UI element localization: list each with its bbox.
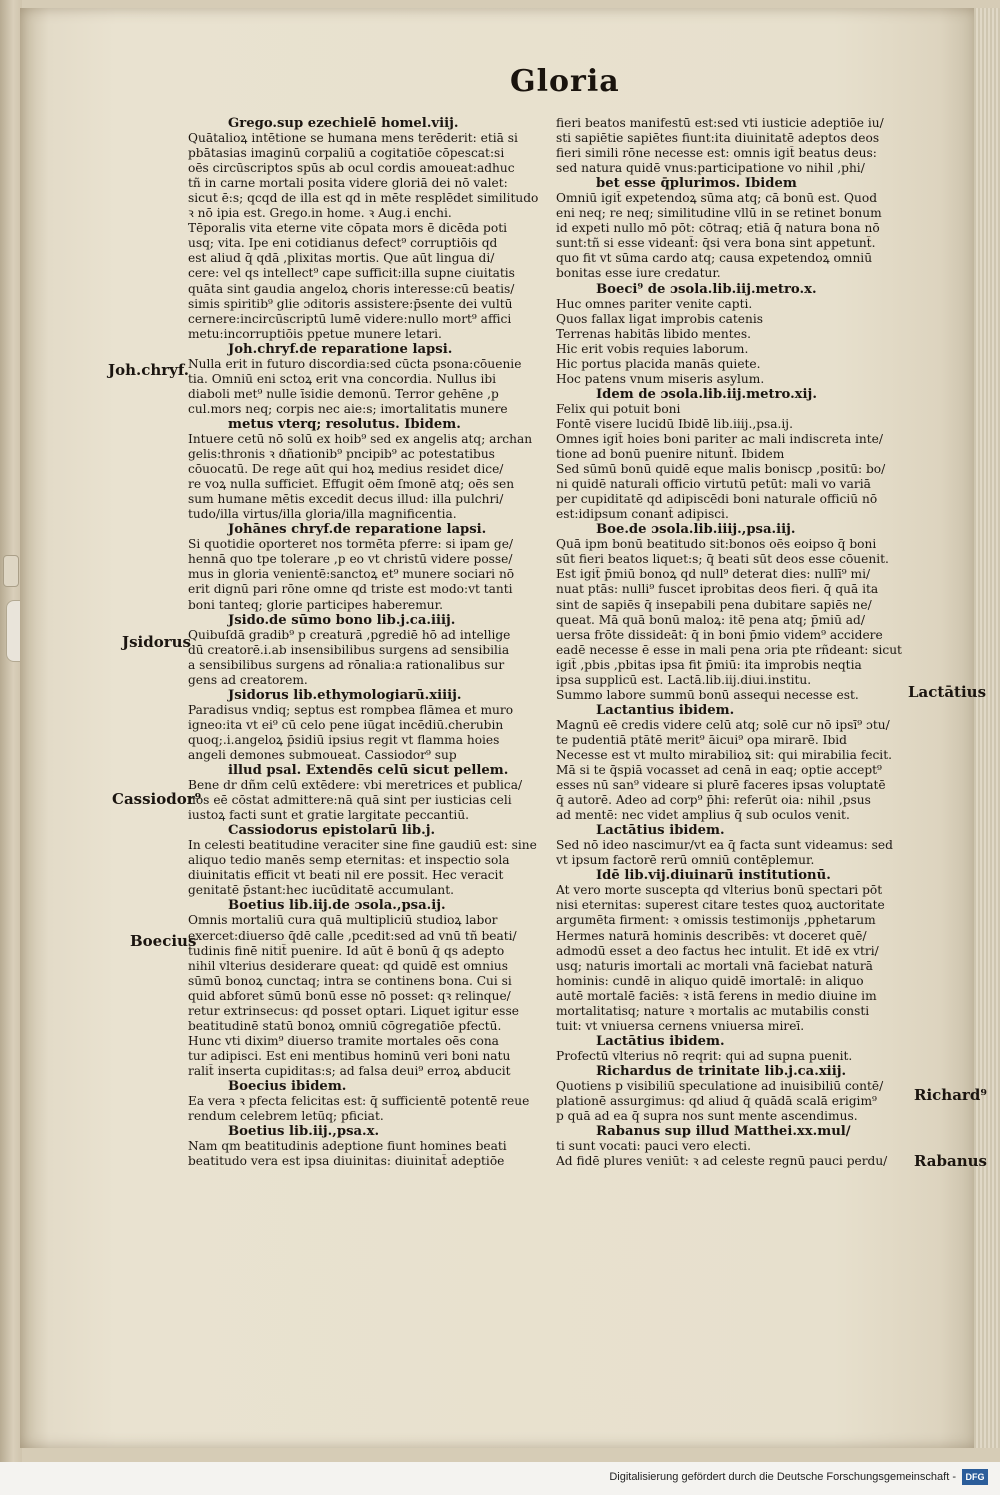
rubric-heading: illud psal. Extendēs celū sicut pellem. <box>228 763 509 779</box>
text-line: igneo:ita vt ei⁹ cū celo pene iūgat incēdiū.cherubin <box>188 717 504 732</box>
rubric-heading: Jsido.de sūmo bono lib.j.ca.iiij. <box>228 612 456 628</box>
rubric-heading: Grego.sup ezechielē homel.viij. <box>228 116 459 131</box>
text-line: sti sapiētie sapiētes fiunt:ita diuinitatē adeptos deos <box>556 131 880 146</box>
text-line: re voꝝ nulla sufficiet. Effugit oēm ſmonē atq; oēs sen <box>188 477 515 492</box>
footer-bar <box>0 1462 1000 1495</box>
rubric-heading: Joh.chryf.de reparatione lapsi. <box>228 341 453 357</box>
text-line: rendum celebrem letūq; pficiat. <box>188 1109 384 1124</box>
text-line: Nulla erit in futuro discordia:sed cūcta psona:cōuenie <box>188 356 522 371</box>
margin-note-lactatius: Lactātius <box>908 683 987 701</box>
text-line: esses nū san⁹ videare si plurē faceres ipsas voluptatē <box>556 778 886 793</box>
rubric-heading: Idē lib.vij.diuinarū institutionū. <box>596 868 831 884</box>
text-line: cere: vel qs intellect⁹ cape sufficit:illa supne ciuitatis <box>188 266 515 281</box>
rubric-heading: Boetius lib.iij.de ɔsola.,psa.ij. <box>228 898 446 914</box>
text-line: Terrenas habitās libido mentes. <box>556 326 751 341</box>
right-text-column <box>556 116 908 1169</box>
text-line: quoq;.i.angeloꝝ p̄sidiū ipsius regit vt flamma hoies <box>188 732 500 747</box>
text-line: diaboli met⁹ nulle īsidie demonū. Terror gehēne ,p <box>188 386 499 401</box>
text-line: pbātasias imaginū corpaliū a cogitatiōe cōpescat:si <box>188 146 505 161</box>
text-line: simis spiritib⁹ glie ɔditoris assistere:p̄sente dei vultū <box>188 296 513 311</box>
margin-note-rabanus: Rabanus <box>914 1152 987 1170</box>
text-line: beatitudo vera est ipsa diuinitas: diuinitat̄ adeptiōe <box>188 1154 505 1169</box>
text-line: Huc omnes pariter venite capti. <box>556 296 753 311</box>
text-line: nos eē cōstat admittere:nā quā sint per iusticias celi <box>188 793 512 808</box>
margin-note-cassiodor: Cassiodor⁹ <box>112 790 202 808</box>
text-line: quo fit vt sūma cardo atq; causa expetendoꝝ omniū <box>556 251 873 266</box>
text-line: Profectū vlterius nō reqrit: qui ad supna puenit. <box>556 1048 853 1063</box>
text-line: p quā ad ea q̄ supra nos sunt mente ascendimus. <box>556 1109 858 1124</box>
text-line: eni neq; re neq; similitudine vllū in se retinet bonum <box>556 206 882 221</box>
rubric-heading: bet esse q̄plurimos. Ibidem <box>596 176 797 192</box>
text-line: oēs circūscriptos spūs ab ocul cordis amoueat:adhuc <box>188 161 515 176</box>
text-line: est:idipsum conant̄ adipisci. <box>556 507 729 522</box>
text-line: sint de sapiēs q̄ insepabili pena dubitare sapiēs ne/ <box>556 597 872 612</box>
text-line: gens ad creatorem. <box>188 672 308 687</box>
text-line: diuinitatis efficit vt beati nil ere possit. Hec veracit <box>188 868 504 883</box>
text-line: Si quotidie oporteret nos tormēta pferre: si ipam ge/ <box>188 537 514 552</box>
text-line: tione ad bonū puenire nitunt̄. Ibidem <box>556 447 785 462</box>
rubric-heading: Cassiodorus epistolarū lib.j. <box>228 823 436 839</box>
rubric-heading: Boe.de ɔsola.lib.iiij.,psa.iij. <box>596 522 796 538</box>
text-line: iustoꝝ facti sunt et gratie largitate peccantiū. <box>188 808 470 823</box>
rubric-heading: Jsidorus lib.ethymologiarū.xiiij. <box>228 687 462 703</box>
text-line: Omniū igit̄ expetendoꝝ sūma atq; cā bonū est. Quod <box>556 191 878 206</box>
rubric-heading: Rabanus sup illud Matthei.xx.mul/ <box>596 1124 851 1140</box>
text-line: cernere:incircūscriptū lumē videre:nullo mort⁹ affici <box>188 311 512 326</box>
rubric-heading: Johānes chryf.de reparatione lapsi. <box>228 522 487 538</box>
text-line: uersa frōte dissideāt: q̄ in boni p̄mio videm⁹ accidere <box>556 627 883 642</box>
text-line: Felix qui potuit boni <box>556 401 681 416</box>
text-line: vt ipsum factorē rerū omniū contēplemur. <box>556 853 815 868</box>
book-binding <box>0 0 22 1462</box>
dfg-logo: DFG <box>962 1469 988 1485</box>
text-line: Sed nō ideo nascimur/vt ea q̄ facta sunt videamus: sed <box>556 838 893 853</box>
text-line: ralit̄ inserta cupiditas:s; ad falsa deui⁹ erroꝝ abducit <box>188 1063 511 1078</box>
text-line: ipsa supplicū est. Lactā.lib.iij.diui.institu. <box>556 672 812 687</box>
text-line: quid abforet sūmū bonū esse nō posset: qꝛ relinque/ <box>188 988 511 1003</box>
text-line: Summo labore summū bonū assequi necesse est. <box>556 687 859 702</box>
text-line: Mā si te q̄spiā vocasset ad cenā in eaq; optie accept⁹ <box>556 763 882 778</box>
text-line: erit dignū pari rōne omne qd triste est modo:vt tanti <box>188 582 513 597</box>
text-line: hominis: cundē in aliquo quidē imortalē: in aliquo <box>556 973 864 988</box>
text-line: admodū esset a deo factus hec intulit. Et idē ex vtri/ <box>556 943 879 958</box>
text-line: Quos fallax ligat improbis catenis <box>556 311 763 326</box>
margin-note-boecius: Boecius <box>130 932 197 950</box>
text-line: cōuocatū. De rege aūt qui hoꝝ medius residet dice/ <box>188 462 504 477</box>
text-line: Paradisus vndiq; septus est rompbea flāmea et muro <box>188 702 514 717</box>
text-line: nihil vlterius desiderare queat: qd quidē est omnius <box>188 958 508 973</box>
text-line: Ad fidē plures veniūt: ꝛ ad celeste regnū pauci perdu/ <box>556 1154 888 1169</box>
text-line: est aliud q̄ qdā ,plixitas mortis. Que aūt lingua di/ <box>188 251 495 266</box>
funding-notice: Digitalisierung gefördert durch die Deutsche Forschungsgemeinschaft - <box>609 1471 956 1483</box>
text-line: angeli demones submoueat. Cassiodor⁹ sup <box>188 747 457 762</box>
text-line: Bene dr dñm celū extēdere: vbi meretrices et publica/ <box>188 778 523 793</box>
text-line: plationē assurgimus: qd aliud q̄ quādā scalā erigim⁹ <box>556 1094 877 1109</box>
text-line: ad mentē: nec videt amplius q̄ sub oculos venit. <box>556 808 850 823</box>
text-line: bonitas esse iure credatur. <box>556 266 721 281</box>
text-line: Quā ipm bonū beatitudo sit:bonos oēs eoipso q̄ boni <box>556 537 877 552</box>
text-line: Hermes naturā hominis describēs: vt doceret quē/ <box>556 928 867 943</box>
text-line: genitatē p̄stant:hec iucūditatē accumulant. <box>188 883 454 898</box>
margin-note-isidorus: Jsidorus <box>122 633 191 651</box>
page-tab-marker <box>3 555 19 587</box>
text-line: tñ in carne mortali posita videre gloriā dei nō valet: <box>188 176 508 191</box>
text-line: tudo/illa virtus/illa gloria/illa magnificentia. <box>188 507 457 522</box>
text-line: mus in gloria venientē:sanctoꝝ et⁹ munere sociari nō <box>188 567 515 582</box>
text-line: mortalitatisq; nature ꝛ mortalis ac mutabilis consti <box>556 1003 870 1018</box>
text-line: id expeti nullo mō pōt: cōtraq; etiā q̄ natura bona nō <box>556 221 880 236</box>
text-line: ni quidē naturali officio virtutū petūt: mali vo variā <box>556 477 871 492</box>
text-line: metu:incorruptiōis ppetue munere letari. <box>188 326 442 341</box>
text-line: In celesti beatitudine veraciter sine fine gaudiū est: sine <box>188 838 537 853</box>
rubric-heading: Richardus de trinitate lib.j.ca.xiij. <box>596 1063 847 1079</box>
text-line: Quibuſdā gradib⁹ p creaturā ,pgrediē hō ad intellige <box>188 627 511 642</box>
margin-note-richard: Richard⁹ <box>914 1086 987 1104</box>
text-line: Intuere cetū nō solū ex hoib⁹ sed ex angelis atq; archan <box>188 431 533 446</box>
text-line: autē mortalē faciēs: ꝛ istā ferens in medio diuine im <box>556 988 877 1003</box>
text-line: igit̄ ,pbis ,pbitas ipsa fit p̄miū: ita improbis neqtia <box>556 657 862 672</box>
text-line: Fontē visere lucidū Ibidē lib.iiij.,psa.ij. <box>556 416 793 431</box>
rubric-heading: Boecius ibidem. <box>228 1079 347 1094</box>
text-line: Magnū eē credis videre celū atq; solē cur nō ipsī⁹ ɔtu/ <box>556 717 890 732</box>
rubric-heading: Boetius lib.iij.,psa.x. <box>228 1124 380 1140</box>
text-line: dū creatorē.i.ab insensibilibus surgens ad sensibilia <box>188 642 510 657</box>
text-line: At vero morte suscepta qd vlterius bonū spectari pōt <box>556 883 883 898</box>
text-line: tudinis finē nitit̄ puenire. Id aūt ē bonū q̄ qs adepto <box>188 943 505 958</box>
text-line: beatitudinē statū bonoꝝ omniū cōgregatiōe pfectū. <box>188 1018 502 1033</box>
text-line: Omnes igit̄ hoies boni pariter ac mali indiscreta inte/ <box>556 431 883 446</box>
rubric-heading: Boeci⁹ de ɔsola.lib.iij.metro.x. <box>596 281 817 297</box>
rubric-heading: Lactātius ibidem. <box>596 823 725 839</box>
text-line: fieri beatos manifestū est:sed vti iusticie adeptiōe iu/ <box>556 116 884 130</box>
rubric-heading: Lactantius ibidem. <box>596 702 735 718</box>
text-line: Omnis mortaliū cura quā multipliciū studioꝝ labor <box>188 913 498 928</box>
rubric-heading: metus vterq; resolutus. Ibidem. <box>228 416 461 432</box>
text-line: tia. Omniū eni sctoꝝ erit vna concordia. Nullus ibi <box>188 371 497 386</box>
rubric-heading: Lactātius ibidem. <box>596 1033 725 1049</box>
text-line: queat. Mā quā bonū maloꝝ: itē pena atq; p̄miū ad/ <box>556 612 865 627</box>
rubric-heading: Idem de ɔsola.lib.iij.metro.xij. <box>596 386 817 402</box>
text-line: Tēporalis vita eterne vite cōpata mors ē dicēda poti <box>188 221 507 236</box>
text-line: argumēta firment: ꝛ omissis testimonijs ,pphetarum <box>556 913 876 928</box>
text-line: fieri simili rōne necesse est: omnis igit̄ beatus deus: <box>556 146 877 161</box>
text-line: Quātalioꝝ intētione se humana mens terēderit: etiā si <box>188 131 518 146</box>
text-line: usq; vita. Ipe eni cotidianus defect⁹ corruptiōis qd <box>188 236 498 251</box>
text-line: tuit: vt vniuersa cernens vniuersa mireī. <box>556 1018 805 1033</box>
text-line: te pudentiā ptātē merit⁹ āicui⁹ opa mirarē. Ibid <box>556 732 847 747</box>
text-line: sed natura quidē vnus:participatione vo nihil ,phi/ <box>556 161 865 176</box>
text-line: Necesse est vt multo mirabilioꝝ sit: qui mirabilia fecit. <box>556 747 892 762</box>
text-line: Est igit̄ p̄miū bonoꝝ qd null⁹ deterat dies: nullī⁹ mi/ <box>556 567 871 582</box>
text-line: Hic erit vobis requies laborum. <box>556 341 749 356</box>
margin-note-joh: Joh.chryf. <box>108 361 190 379</box>
text-line: retur extrinsecus: qd posset optari. Liquet igitur esse <box>188 1003 519 1018</box>
text-line: Quotiens p visibiliū speculatione ad inuisibiliū contē/ <box>556 1079 884 1093</box>
text-line: q̄ autorē. Adeo ad corp⁹ p̄hi: referūt oia: nihil ,psus <box>556 793 871 808</box>
text-line: Hunc vti dixim⁹ diuerso tramite mortales oēs cona <box>188 1033 499 1048</box>
text-line: cul.mors neq; corpis nec aie:s; imortalitatis munere <box>188 401 508 416</box>
text-line: exercet:diuerso q̄dē calle ,pcedit:sed ad vnū tñ beati/ <box>188 928 517 943</box>
text-line: Ea vera ꝛ pfecta felicitas est: q̄ sufficientē potentē reue <box>188 1094 530 1109</box>
running-head: Gloria <box>510 64 620 99</box>
text-line: nuat ptās: nulli⁹ fuscet iprobitas deos fieri. q̄ quā ita <box>556 582 879 597</box>
text-line: ti sunt vocati: pauci vero electi. <box>556 1139 751 1154</box>
text-line: tur adipisci. Est eni mentibus hominū veri boni natu <box>188 1048 511 1063</box>
text-line: Sed sūmū bonū quidē eque malis boniscp ,positū: bo/ <box>556 462 886 477</box>
text-line: nisi eternitas: superest citare testes quoꝝ auctoritate <box>556 898 885 913</box>
text-line: aliquo tedio manēs semp eternitas: et inspectio sola <box>188 853 510 868</box>
left-text-column <box>188 116 540 1169</box>
text-line: sicut ē:s; qcqd de illa est qd in mēte resplēdet similitudo <box>188 191 539 206</box>
text-line: eadē necesse ē esse in mali pena ɔria pte rñdeant: sicut <box>556 642 902 657</box>
text-line: a sensibilibus surgens ad rōnalia:a rationalibus sur <box>188 657 505 672</box>
text-line: usq; naturis imortali ac mortali vnā faciebat naturā <box>556 958 873 973</box>
page-fore-edge <box>974 8 1000 1448</box>
text-line: gelis:thronis ꝛ dñationib⁹ pncipib⁹ ac potestatibus <box>188 447 495 462</box>
text-line: sum humane mētis excedit decus illud: illa pulchri/ <box>188 492 504 507</box>
text-line: per cupiditatē qd adipiscēdi boni naturale officiū nō <box>556 492 878 507</box>
text-line: sunt:tñ si esse videant̄: q̄si vera bona sint appetunt̄. <box>556 236 876 251</box>
text-line: hennā quo tpe tolerare ,p eo vt christū videre posse/ <box>188 552 513 567</box>
text-line: sūmū bonoꝝ cunctaq; intra se continens bona. Cui si <box>188 973 512 988</box>
text-line: ꝛ nō ipia est. Grego.in home. ꝛ Aug.i enchi. <box>188 206 452 221</box>
text-line: sūt fieri beatos liquet:s; q̄ beati sūt deos esse cōuenit. <box>556 552 889 567</box>
text-line: quāta sint gaudia angeloꝝ choris interesse:cū beatis/ <box>188 281 515 296</box>
text-line: Nam qm beatitudinis adeptione fiunt homines beati <box>188 1139 507 1154</box>
text-line: boni tanteq; glorie participes haberemur. <box>188 597 444 612</box>
text-line: Hoc patens vnum miseris asylum. <box>556 371 765 386</box>
text-line: Hic portus placida manās quiete. <box>556 356 761 371</box>
